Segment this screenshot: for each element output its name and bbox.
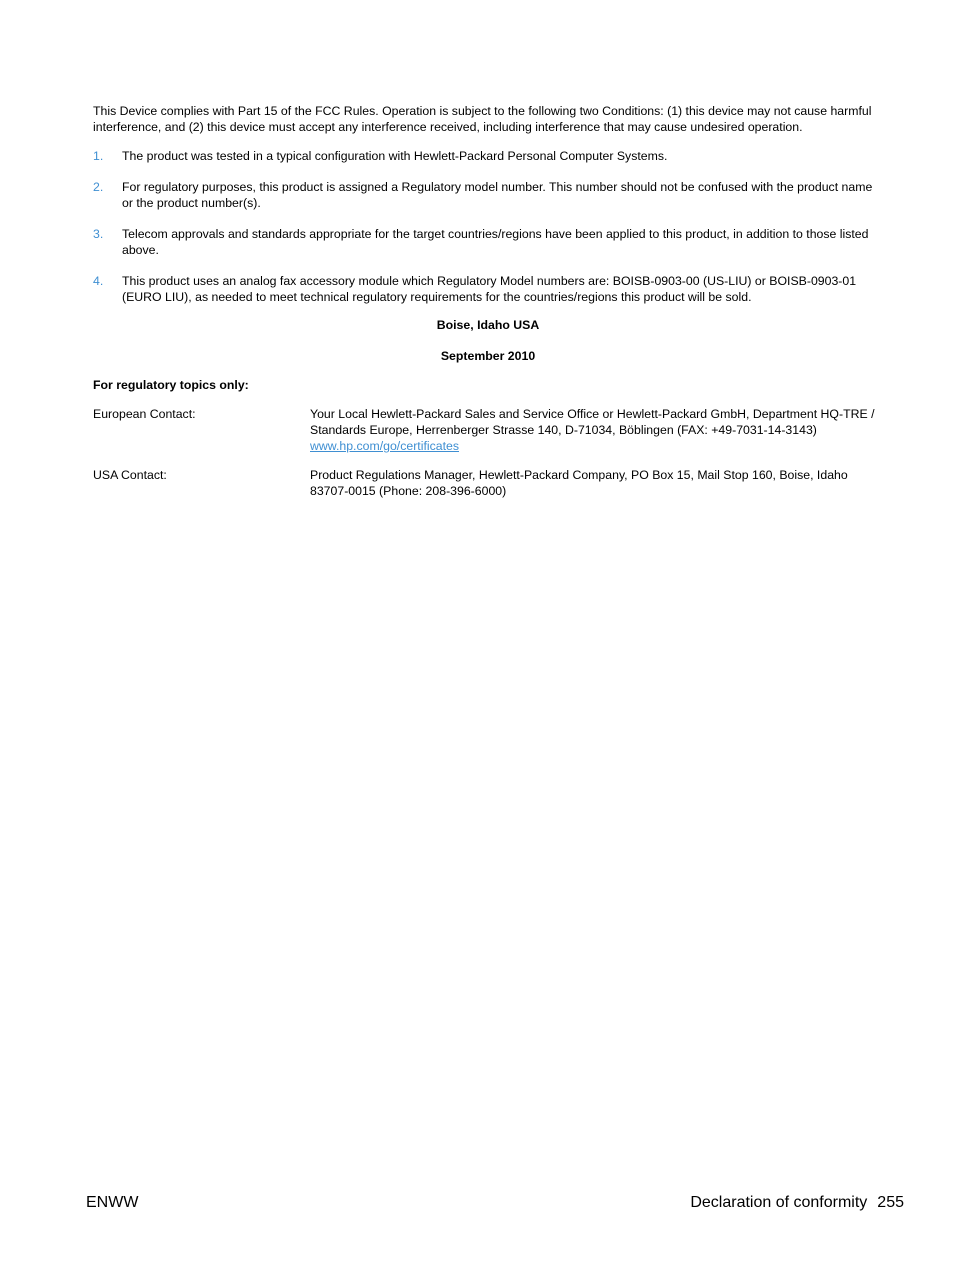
- document-body: [93, 103, 883, 512]
- footer-enww: ENWW: [86, 1194, 139, 1211]
- list-item: [93, 179, 883, 211]
- list-item-number: 3.: [93, 227, 104, 241]
- european-contact-row: [93, 406, 883, 454]
- list-item-number: 1.: [93, 149, 104, 163]
- regulatory-heading: For regulatory topics only:: [93, 378, 249, 392]
- usa-contact-label: USA Contact:: [93, 468, 167, 482]
- list-item-text: The product was tested in a typical configuration with Hewlett-Packard Personal Computer Systems.: [122, 149, 668, 163]
- list-item: [93, 273, 883, 305]
- place-line: Boise, Idaho USA: [436, 318, 540, 332]
- list-item-text: This product uses an analog fax accessory module which Regulatory Model numbers are: BOISB-0903-00 (US-LIU) or BOISB-0903-01 (EURO LIU), as needed to meet technical regulatory requirements for the countries/regions this product will be sold.: [122, 274, 857, 304]
- footer-right: [690, 1193, 904, 1213]
- list-item-text: Telecom approvals and standards appropriate for the target countries/regions have been applied to this product, in addition to those listed above.: [122, 227, 869, 257]
- list-item-number: 4.: [93, 274, 104, 288]
- european-contact-value: [310, 406, 883, 454]
- list-item: [93, 148, 883, 164]
- fcc-compliance-paragraph: This Device complies with Part 15 of the FCC Rules. Operation is subject to the following two Conditions: (1) this device may not cause harmful interference, and (2) this device must accept any interference received, including interference that may cause undesired operation.: [93, 104, 872, 134]
- usa-contact-row: [93, 467, 883, 499]
- notes-list: [93, 148, 883, 305]
- footer-section-title: Declaration of conformity: [690, 1194, 868, 1211]
- list-item-text: For regulatory purposes, this product is assigned a Regulatory model number. This number should not be confused with the product name or the product number(s).: [122, 180, 873, 210]
- page-number: 255: [877, 1194, 904, 1211]
- european-contact-label: European Contact:: [93, 407, 196, 421]
- date-line: September 2010: [440, 349, 536, 363]
- list-item: [93, 226, 883, 258]
- usa-contact-value: Product Regulations Manager, Hewlett-Packard Company, PO Box 15, Mail Stop 160, Boise, Idaho 83707-0015 (Phone: 208-396-6000): [310, 468, 848, 498]
- european-contact-address: Your Local Hewlett-Packard Sales and Service Office or Hewlett-Packard GmbH, Department HQ-TRE / Standards Europe, Herrenberger Strasse 140, D-71034, Böblingen (FAX: +49-7031-14-3143): [310, 407, 875, 437]
- certificates-link[interactable]: www.hp.com/go/certificates: [310, 439, 459, 453]
- list-item-number: 2.: [93, 180, 104, 194]
